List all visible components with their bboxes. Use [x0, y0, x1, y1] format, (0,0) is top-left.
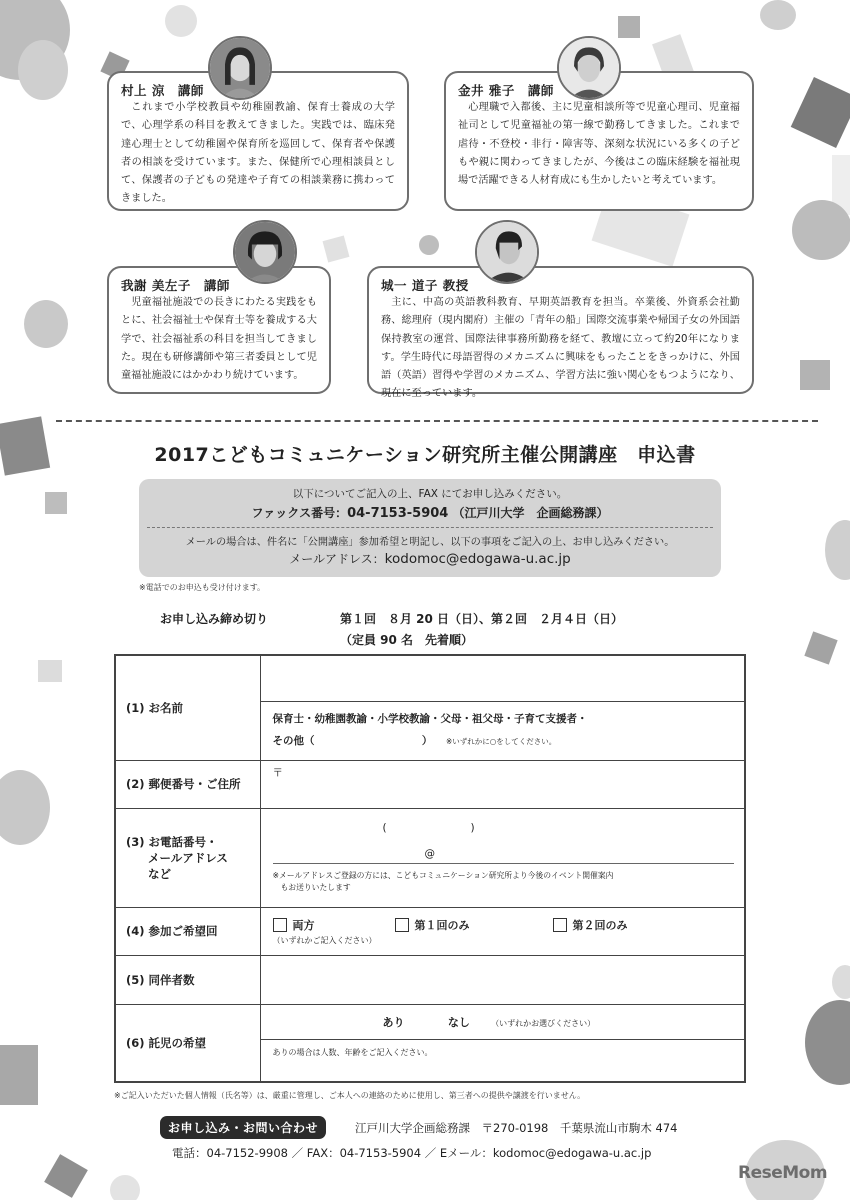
option-session-1[interactable] — [395, 917, 553, 933]
instructor-photo — [557, 36, 621, 100]
name-field-label — [115, 655, 260, 760]
decor-square — [800, 360, 830, 390]
contact-input-field[interactable] — [260, 808, 745, 907]
companions-field-label — [115, 955, 260, 1004]
option-label: 両方 — [292, 918, 315, 932]
label-text: (4) 参加ご希望回 — [126, 924, 218, 938]
note-line: ※メールアドレスご登録の方には、こどもコミュニケーション研究所より今後のイベント開催案内 — [272, 870, 614, 880]
instructor-bio: 心理職で入都後、主に児童相談所等で児童心理司、児童福祉司として児童福祉の第一線で勤務してきました。これまで虐待・不登校・非行・障害等、深刻な状況にいる多くの子どもや親に関わってきましたが、今後はこの臨床経験を福祉現場で活躍できる人材育成にも生かしたいと考えています。 — [458, 102, 740, 187]
name-input-field[interactable] — [260, 655, 745, 701]
instructor-bio: 主に、中高の英語教科教育、早期英語教育を担当。卒業後、外資系会社勤務、総理府（現内閣府）主催の「青年の船」国際交流事業や帰国子女の外国語保持教室の運営、国際法律事務所勤務を経て、教壇に立って約20年になります。学生時代に母語習得のメカニズムに興味をもったことをきっかけに、外国語（英語）習得や学習のメカニズム、学習方法に強い関心をもつようになり、現在に至っています。 — [381, 297, 740, 400]
email-address-link[interactable]: kodomoc@edogawa-u.ac.jp — [384, 551, 571, 567]
at-mark: @ — [424, 847, 435, 860]
option-session-2[interactable] — [553, 917, 628, 933]
decor-circle — [760, 0, 796, 30]
decor-circle — [825, 520, 850, 580]
decor-square — [804, 631, 837, 664]
fax-label: ファックス番号： — [251, 506, 348, 520]
option-label: 第２回のみ — [572, 918, 628, 932]
privacy-note: ※ご記入いただいた個人情報（氏名等）は、厳重に管理し、ご本人への連絡のために使用し、第三者への提供や譲渡を行いません。 — [114, 1091, 586, 1100]
note-line: もお送りいたします — [280, 882, 351, 892]
childcare-field-label — [115, 1004, 260, 1082]
capacity-note: （定員 90 名 先着順） — [340, 633, 474, 647]
instructor-card-gaja — [107, 266, 331, 394]
email-address-line — [139, 550, 721, 567]
instructor-bio: 児童福祉施設での長きにわたる実践をもとに、社会福祉士や保育士等を養成する大学で、社会福祉系の科目を担当してきました。現在も研修講師や第三者委員として児童福祉施設にはかかわり続けています。 — [121, 297, 317, 382]
instructor-bio: これまで小学校教員や幼稚園教諭、保育士養成の大学で、心理学系の科目を教えてきました。実践では、臨床発達心理士として幼稚園や保育所を巡回して、保育者や保護者の相談を受けています。また、保健所で心理相談員として、保護者の子どもの発達や子育ての相談業務に携わってきました。 — [121, 102, 395, 205]
address-input-field[interactable] — [260, 760, 745, 808]
label-text: (1) お名前 — [126, 700, 184, 715]
checkbox-session-1[interactable] — [395, 918, 409, 932]
decor-square — [45, 492, 67, 514]
postal-mark: 〒 — [272, 766, 283, 779]
email-input[interactable] — [273, 844, 735, 864]
decor-square — [0, 1045, 38, 1105]
instructor-name: 金井 雅子 講師 — [458, 83, 554, 98]
other-close: ） — [421, 735, 433, 747]
contact-field-label — [115, 808, 260, 907]
phone-paren-close: ) — [470, 821, 475, 834]
companions-input-field[interactable] — [260, 955, 745, 1004]
decor-circle — [165, 5, 197, 37]
childcare-detail-field[interactable] — [260, 1039, 745, 1082]
decor-circle — [0, 770, 50, 845]
instructor-photo — [208, 36, 272, 100]
cut-line-divider — [56, 420, 818, 422]
occupation-other-line — [273, 730, 745, 753]
label-text: (3) お電話番号・ — [126, 834, 218, 849]
resemom-logo: ReseMom — [738, 1163, 828, 1183]
fax-number: 04-7153-5904 — [347, 506, 449, 521]
email-registration-note — [273, 870, 745, 894]
decor-circle — [832, 965, 850, 999]
childcare-yes-option[interactable]: あり — [382, 1015, 405, 1029]
deadline-dates: 第１回 ８月 20 日（日）、第２回 ２月４日（日） — [340, 612, 624, 626]
instructor-name: 村上 涼 講師 — [121, 83, 204, 98]
application-form-table — [114, 654, 746, 1083]
label-text: (2) 郵便番号・ご住所 — [126, 777, 241, 791]
decor-square — [38, 660, 62, 682]
label-text: (6) 託児の希望 — [126, 1035, 207, 1050]
checkbox-session-2[interactable] — [553, 918, 567, 932]
contact-address: 江戸川大学企画総務課 〒270-0198 千葉県流山市駒木 474 — [355, 1121, 678, 1135]
email-instruction: メールの場合は、件名に「公開講座」参加希望と明記し、以下の事項をご記入の上、お申し込みください。 — [185, 537, 675, 548]
label-text: メールアドレス — [148, 850, 228, 865]
instructor-card-joichi — [367, 266, 754, 400]
fax-department: （江戸川大学 企画総務課） — [452, 506, 609, 520]
decor-square — [44, 1154, 88, 1198]
dashed-separator — [147, 527, 713, 528]
decor-circle — [805, 1000, 850, 1085]
childcare-choice — [260, 1004, 745, 1039]
phone-paren-open: ( — [382, 821, 387, 834]
label-text: (5) 同伴者数 — [126, 972, 195, 987]
occupation-note: ※いずれかに○をしてください。 — [445, 737, 557, 746]
occupation-field[interactable] — [260, 701, 745, 760]
sessions-options — [260, 907, 745, 955]
decor-circle — [419, 235, 439, 255]
contact-badge: お申し込み・お問い合わせ — [160, 1116, 326, 1139]
decor-circle — [110, 1175, 140, 1200]
childcare-choose-note: （いずれかお選びください） — [491, 1018, 596, 1028]
decor-square — [791, 77, 850, 148]
occupation-options[interactable]: 保育士・幼稚園教諭・小学校教諭・父母・祖父母・子育て支援者・ — [272, 713, 588, 725]
phone-input[interactable] — [273, 822, 745, 844]
instructor-name: 我謝 美左子 講師 — [121, 278, 230, 293]
decor-square — [323, 236, 350, 263]
deadline-label: お申し込み締め切り — [160, 612, 269, 626]
sessions-note: （いずれかご記入ください） — [272, 935, 377, 945]
submission-info-box — [139, 479, 721, 577]
instructor-photo — [233, 220, 297, 284]
option-label: 第１回のみ — [414, 918, 470, 932]
fax-instruction: 以下についてご記入の上、FAX にてお申し込みください。 — [292, 488, 568, 500]
email-label: メールアドレス： — [289, 552, 385, 566]
label-text: など — [148, 866, 171, 881]
instructor-photo — [475, 220, 539, 284]
childcare-no-option[interactable]: なし — [447, 1015, 470, 1029]
form-title: 2017こどもコミュニケーション研究所主催公開講座 申込書 — [154, 444, 696, 466]
contact-phone-fax-email: 電話：04-7152-9908 ／ FAX：04-7153-5904 ／ Eメール：kodomoc@edogawa-u.ac.jp — [172, 1146, 652, 1160]
decor-circle — [792, 200, 850, 260]
option-both[interactable] — [273, 917, 395, 933]
deadline-line — [160, 610, 623, 627]
decor-circle — [18, 40, 68, 100]
decor-circle — [24, 300, 68, 348]
decor-square — [618, 16, 640, 38]
checkbox-both[interactable] — [273, 918, 287, 932]
instructor-name: 城一 道子 教授 — [381, 278, 469, 293]
other-label: その他（ — [272, 735, 315, 747]
address-field-label — [115, 760, 260, 808]
childcare-detail-note: ありの場合は人数、年齢をご記入ください。 — [272, 1047, 433, 1057]
sessions-field-label — [115, 907, 260, 955]
fax-number-line — [139, 504, 721, 521]
phone-application-note: ※電話でのお申込も受け付けます。 — [139, 583, 266, 592]
